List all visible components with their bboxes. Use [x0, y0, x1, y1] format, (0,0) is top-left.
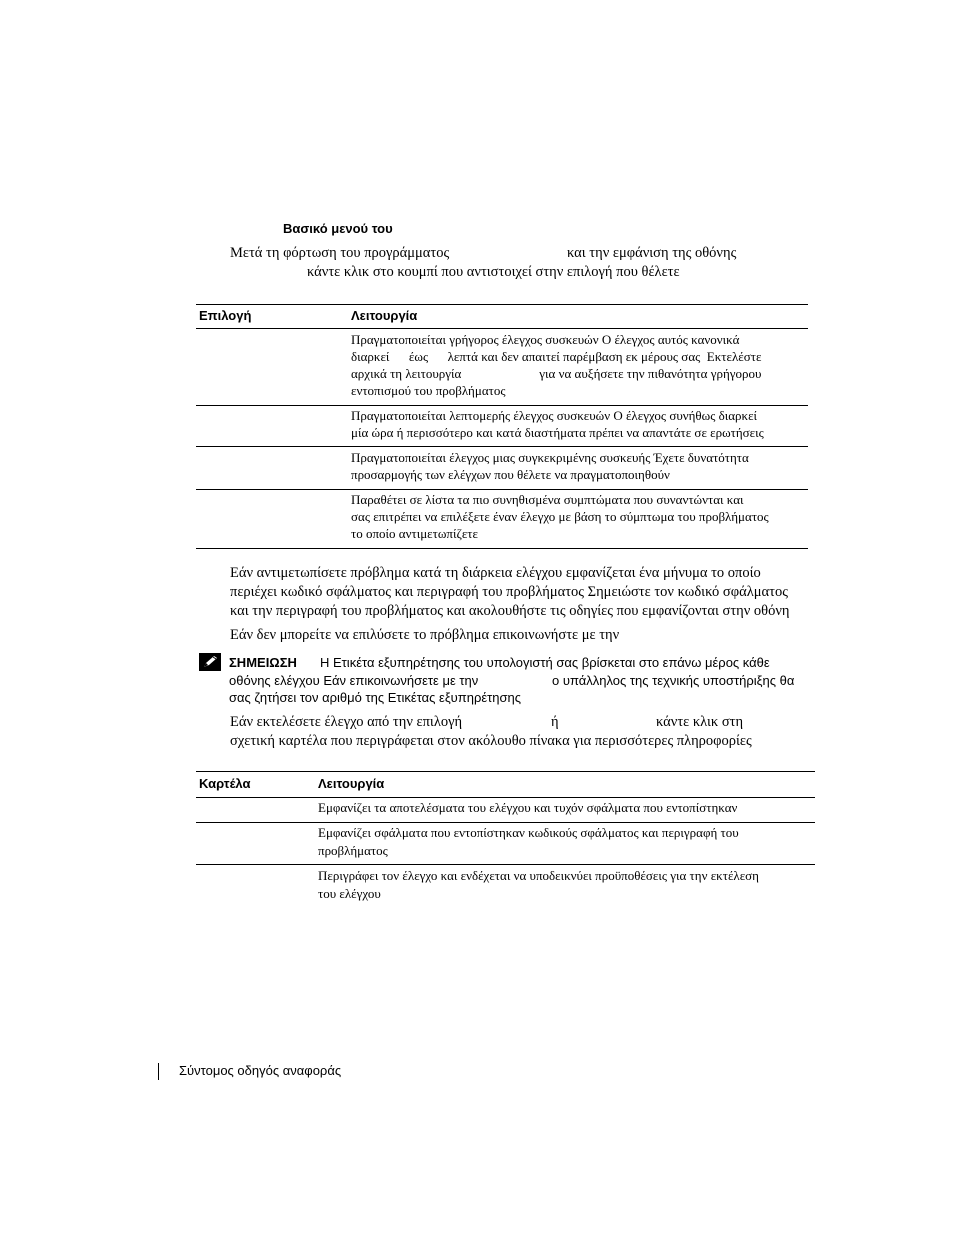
intro-line-1a: Μετά τη φόρτωση του προγράμματος [230, 245, 450, 261]
cell-line: μία ώρα ή περισσότερο και κατά διαστήματα πρέπει να απαντάτε σε ερωτήσεις [351, 425, 764, 440]
cell-line: σας επιτρέπει να επιλέξετε έναν έλεγχο με βάση το σύμπτωμα του προβλήματος [351, 509, 769, 524]
row-divider [196, 405, 808, 406]
note-line: Η Ετικέτα εξυπηρέτησης του υπολογιστή σας βρίσκεται στο επάνω μέρος κάθε [320, 655, 770, 670]
tabs-para-line: κάντε κλικ στη [656, 714, 744, 730]
cell-line: αρχικά τη λειτουργία για να αυξήσετε την πιθανότητα γρήγορου [351, 366, 762, 381]
tabs-para-line: σχετική καρτέλα που περιγράφεται στον ακόλουθο πίνακα για περισσότερες πληροφορίες [230, 733, 752, 749]
cell-line: Εμφανίζει σφάλματα που εντοπίστηκαν κωδικούς σφάλματος και περιγραφή του [318, 825, 739, 840]
cell-line: Πραγματοποιείται λεπτομερής έλεγχος συσκευών Ο έλεγχος συνήθως διαρκεί [351, 408, 758, 423]
tabs-para-line: ή [551, 714, 559, 730]
cell-line: Πραγματοποιείται έλεγχος μιας συγκεκριμένης συσκευής Έχετε δυνατότητα [351, 450, 749, 465]
table-header-option: Επιλογή [199, 308, 252, 323]
cell-line: εντοπισμού του προβλήματος [351, 383, 506, 398]
row-divider [196, 489, 808, 490]
cell-line: Πραγματοποιείται γρήγορος έλεγχος συσκευών Ο έλεγχος αυτός κανονικά [351, 332, 740, 347]
table-header-function: Λειτουργία [318, 776, 385, 791]
note-line: σας ζητήσει τον αριθμό της Ετικέτας εξυπηρέτησης [229, 690, 522, 705]
note-line: οθόνης ελέγχου Εάν επικοινωνήσετε με την [229, 673, 479, 688]
contact-para: Εάν δεν μπορείτε να επιλύσετε το πρόβλημα επικοινωνήστε με την [230, 627, 620, 643]
error-para-line: και την περιγραφή του προβλήματος και ακολουθήστε τις οδηγίες που εμφανίζονται στην οθόνη [230, 603, 790, 619]
table-header-function: Λειτουργία [351, 308, 418, 323]
table-top-rule [196, 304, 808, 305]
cell-line: διαρκεί έως λεπτά και δεν απαιτεί παρέμβαση εκ μέρους σας Εκτελέστε [351, 349, 762, 364]
note-label: ΣΗΜΕΙΩΣΗ [229, 655, 297, 670]
row-divider [196, 446, 808, 447]
cell-line: προσαρμογής των ελέγχων που θέλετε να πραγματοποιηθούν [351, 467, 670, 482]
table-header-rule [196, 328, 808, 329]
table-bottom-rule [196, 548, 808, 549]
cell-line: προβλήματος [318, 843, 388, 858]
cell-line: του ελέγχου [318, 886, 381, 901]
intro-line-1b: και την εμφάνιση της οθόνης [567, 245, 737, 261]
cell-line: Εμφανίζει τα αποτελέσματα του ελέγχου και τυχόν σφάλματα που εντοπίστηκαν [318, 800, 738, 815]
cell-line: Περιγράφει τον έλεγχο και ενδέχεται να υποδεικνύει προϋποθέσεις για την εκτέλεση [318, 868, 759, 883]
table-header-rule [196, 797, 815, 798]
table-top-rule [196, 771, 815, 772]
section-heading: Βασικό μενού του [283, 221, 393, 236]
error-para-line: Εάν αντιμετωπίσετε πρόβλημα κατά τη διάρκεια ελέγχου εμφανίζεται ένα μήνυμα το οποίο [230, 565, 761, 581]
row-divider [196, 864, 815, 865]
footer-title: Σύντομος οδηγός αναφοράς [179, 1063, 342, 1078]
note-line: ο υπάλληλος της τεχνικής υποστήριξης θα [552, 673, 795, 688]
table-header-tab: Καρτέλα [199, 776, 251, 791]
footer-bar [158, 1063, 159, 1080]
row-divider [196, 822, 815, 823]
pencil-note-icon [199, 653, 221, 671]
cell-line: Παραθέτει σε λίστα τα πιο συνηθισμένα συμπτώματα που συναντώνται και [351, 492, 744, 507]
cell-line: το οποίο αντιμετωπίζετε [351, 526, 478, 541]
tabs-para-line: Εάν εκτελέσετε έλεγχο από την επιλογή [230, 714, 463, 730]
error-para-line: περιέχει κωδικό σφάλματος και περιγραφή του προβλήματος Σημειώστε τον κωδικό σφάλματος [230, 584, 788, 600]
intro-line-2: κάντε κλικ στο κουμπί που αντιστοιχεί στην επιλογή που θέλετε [307, 264, 680, 280]
